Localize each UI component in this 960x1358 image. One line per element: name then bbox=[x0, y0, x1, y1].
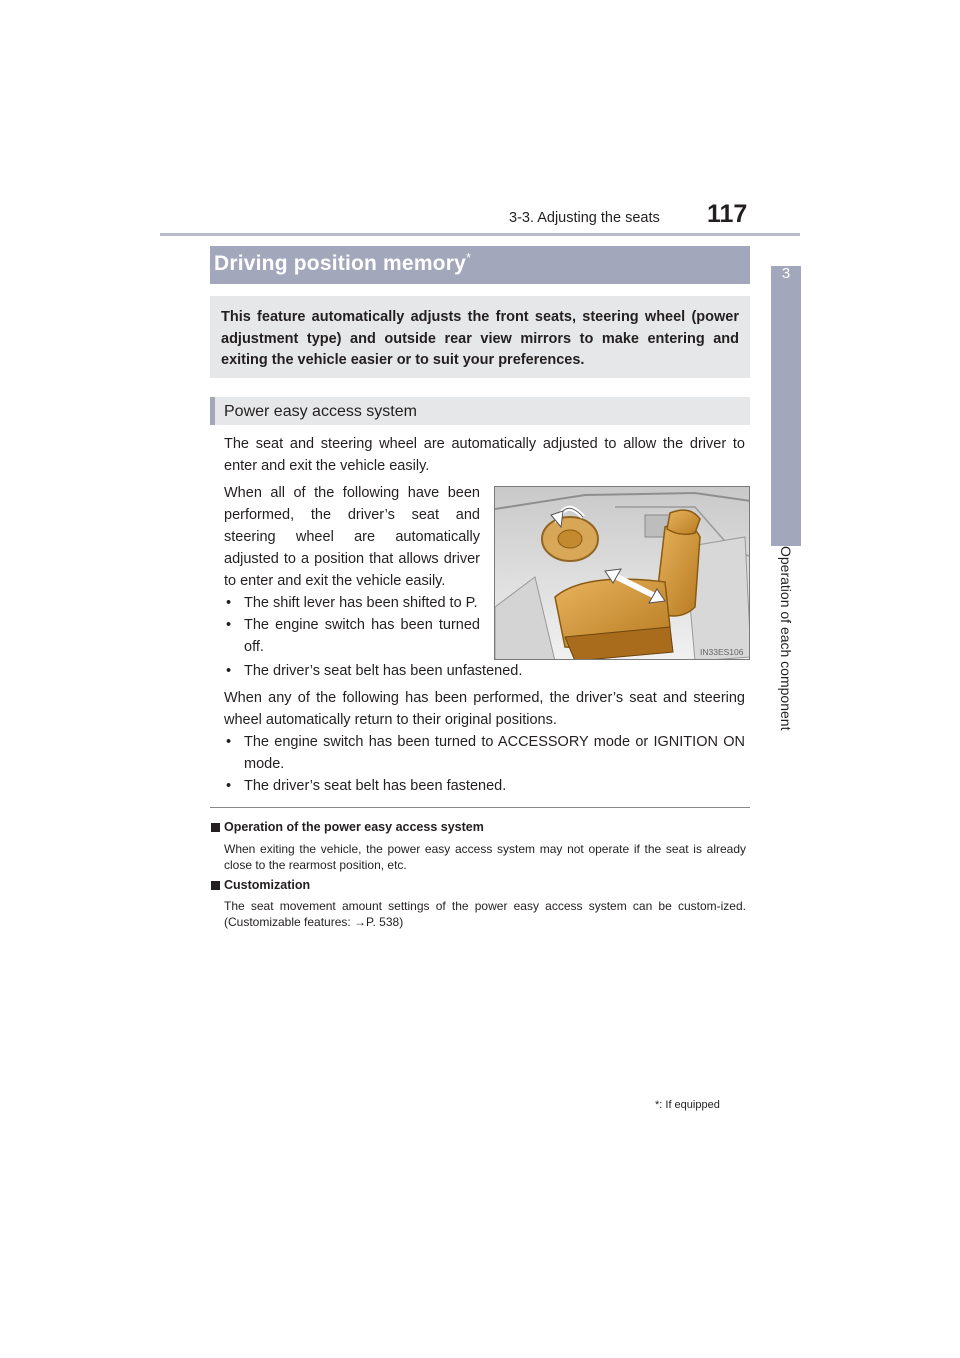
page-title bbox=[214, 250, 471, 276]
bullet-dot: • bbox=[226, 617, 232, 633]
section-header: 3-3. Adjusting the seats bbox=[509, 210, 660, 226]
paragraph-return: When any of the following has been performed, the driver’s seat and steering wheel automatically return to their original positions. bbox=[224, 690, 745, 728]
intro-text: This feature automatically adjusts the front seats, steering wheel (power adjustment type) and outside rear view mirrors to make entering and exiting the vehicle easier or to suit your preferences. bbox=[221, 309, 739, 368]
note-heading: Customization bbox=[224, 878, 311, 892]
chapter-tab-number: 3 bbox=[781, 265, 791, 282]
illustration-code: IN33ES106 bbox=[700, 647, 744, 657]
page-number: 117 bbox=[707, 200, 748, 228]
equipped-mark: * bbox=[465, 250, 472, 265]
note-marker bbox=[211, 881, 220, 890]
section-divider bbox=[210, 807, 750, 808]
subsection-accent bbox=[210, 397, 215, 425]
note-body: When exiting the vehicle, the power easy access system may not operate if the seat is already close to the rearmost position, etc. bbox=[224, 842, 746, 872]
footnote: *: If equipped bbox=[655, 1099, 720, 1111]
paragraph-intro: The seat and steering wheel are automatically adjusted to allow the driver to enter and exit the vehicle easily. bbox=[224, 436, 745, 474]
list-item-text: The engine switch has been turned to ACCESSORY mode or IGNITION ON mode. bbox=[244, 734, 745, 772]
list-item-text: The driver’s seat belt has been unfastened. bbox=[244, 663, 523, 679]
chapter-tab bbox=[771, 266, 801, 546]
seat-drawing bbox=[495, 487, 750, 660]
header-rule bbox=[160, 233, 800, 236]
note-heading: Operation of the power easy access system bbox=[224, 820, 484, 834]
subsection-title: Power easy access system bbox=[224, 403, 417, 420]
list-item-text: The driver’s seat belt has been fastened. bbox=[244, 778, 507, 794]
chapter-tab-label-wrap bbox=[776, 546, 796, 746]
note-marker bbox=[211, 823, 220, 832]
bullet-dot: • bbox=[226, 778, 232, 794]
chapter-tab-label: Operation of each component bbox=[778, 546, 794, 731]
paragraph-conditions: When all of the following have been performed, the driver’s seat and steering wheel are automatically adjusted to a position that allows driver to enter and exit the vehicle easily. bbox=[224, 485, 480, 589]
list-item-text: The engine switch has been turned off. bbox=[244, 617, 480, 655]
bullet-dot: • bbox=[226, 663, 232, 679]
list-item-text: The shift lever has been shifted to P. bbox=[244, 595, 478, 611]
seat-illustration bbox=[494, 486, 750, 660]
bullet-dot: • bbox=[226, 734, 232, 750]
page-title-text: Driving position memory bbox=[214, 252, 466, 275]
note-body: The seat movement amount settings of the power easy access system can be custom-ized. (Customizable features: →P. 538) bbox=[224, 899, 746, 929]
bullet-dot: • bbox=[226, 595, 232, 611]
